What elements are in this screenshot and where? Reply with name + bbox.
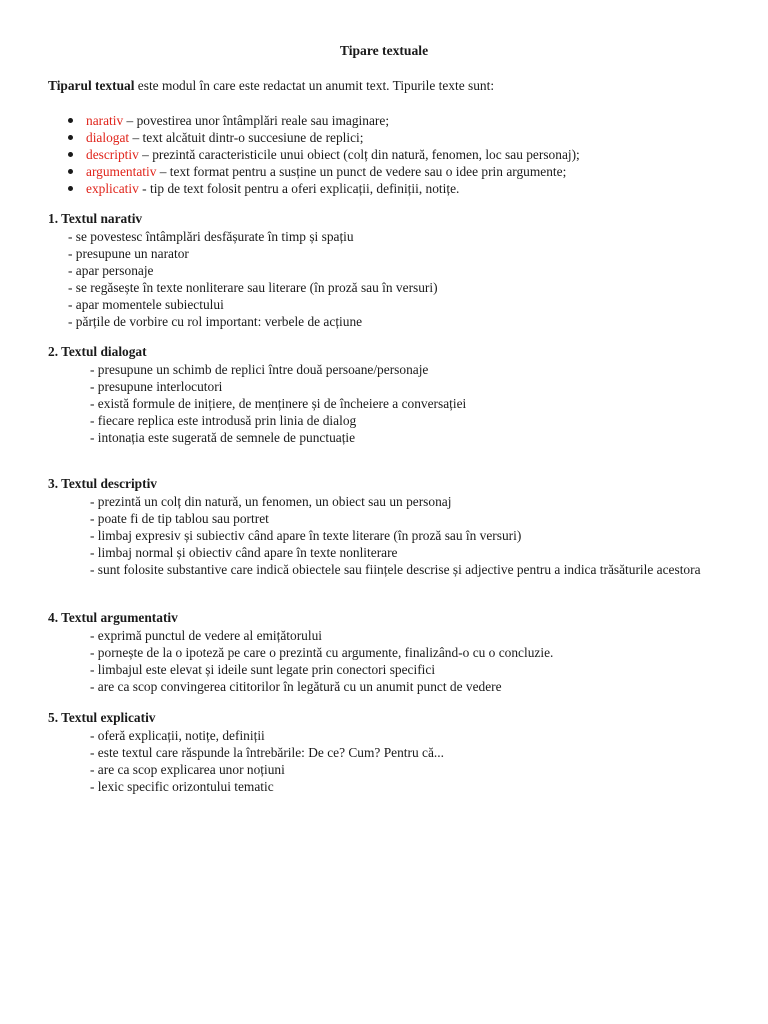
bullet-icon [68, 169, 73, 174]
bullet-icon [68, 118, 73, 123]
section-narrative [48, 210, 720, 330]
list-item: - fiecare replica este introdusă prin linia de dialog [90, 413, 357, 428]
section-heading: 1. Textul narativ [48, 211, 143, 226]
list-item: - presupune un narator [68, 246, 189, 261]
intro-bold-term: Tiparul textual [48, 78, 135, 93]
section-descriptive [48, 475, 720, 578]
list-item: - limbajul este elevat și ideile sunt legate prin conectori specifici [90, 662, 436, 677]
text-types-list [68, 112, 748, 197]
list-item: - pornește de la o ipoteză pe care o prezintă cu argumente, finalizând-o cu o concluzie. [90, 645, 554, 660]
section-heading: 5. Textul explicativ [48, 710, 156, 725]
list-item: - se povestesc întâmplări desfășurate în timp și spațiu [68, 229, 354, 244]
type-description: povestirea unor întâmplări reale sau imaginare; [136, 113, 390, 128]
list-item: narativ – povestirea unor întâmplări reale sau imaginare; [68, 112, 748, 129]
section-dialogue [48, 343, 720, 446]
section-heading: 2. Textul dialogat [48, 344, 147, 359]
type-term: descriptiv [86, 147, 139, 162]
list-item: - există formule de inițiere, de menținere și de încheiere a conversației [90, 396, 467, 411]
document-title: Tipare textuale [339, 43, 429, 58]
type-description: tip de text folosit pentru a oferi explicații, definiții, notițe. [149, 181, 460, 196]
type-term: narativ [86, 113, 124, 128]
list-item: - se regăsește în texte nonliterare sau literare (în proză sau în versuri) [68, 280, 438, 295]
intro-paragraph [48, 78, 728, 94]
section-explicative [48, 709, 720, 795]
list-item: - este textul care răspunde la întrebările: De ce? Cum? Pentru că... [90, 745, 444, 760]
list-item: - exprimă punctul de vedere al emițătorului [90, 628, 323, 643]
type-term: explicativ [86, 181, 139, 196]
list-item: - prezintă un colț din natură, un fenomen, un obiect sau un personaj [90, 494, 452, 509]
list-item: explicativ - tip de text folosit pentru a oferi explicații, definiții, notițe. [68, 180, 748, 197]
type-description: text format pentru a susține un punct de vedere sau o idee prin argumente; [169, 164, 567, 179]
list-item: - oferă explicații, notițe, definiții [90, 728, 265, 743]
list-item: - limbaj expresiv și subiectiv când apare în texte literare (în proză sau în versuri) [90, 528, 522, 543]
type-description: prezintă caracteristicile unui obiect (colț din natură, fenomen, loc sau personaj); [152, 147, 580, 162]
list-item-long: - sunt folosite substantive care indică obiectele sau ființele descrise și adjective pentru a indica trăsăturile acestora [90, 562, 701, 577]
list-item: - părțile de vorbire cu rol important: verbele de acțiune [68, 314, 363, 329]
section-argumentative [48, 609, 720, 695]
list-item: - presupune un schimb de replici între două persoane/personaje [90, 362, 429, 377]
bullet-icon [68, 186, 73, 191]
list-item: argumentativ – text format pentru a susține un punct de vedere sau o idee prin argumente; [68, 163, 748, 180]
list-item: - poate fi de tip tablou sau portret [90, 511, 269, 526]
list-item: dialogat – text alcătuit dintr-o succesiune de replici; [68, 129, 748, 146]
bullet-icon [68, 135, 73, 140]
list-item: - limbaj normal și obiectiv când apare în texte nonliterare [90, 545, 398, 560]
bullet-icon [68, 152, 73, 157]
list-item: - lexic specific orizontului tematic [90, 779, 274, 794]
list-item: - are ca scop explicarea unor noțiuni [90, 762, 285, 777]
list-item: - intonația este sugerată de semnele de punctuație [90, 430, 356, 445]
type-term: dialogat [86, 130, 130, 145]
type-term: argumentativ [86, 164, 157, 179]
list-item: descriptiv – prezintă caracteristicile unui obiect (colț din natură, fenomen, loc sau personaj); [68, 146, 748, 163]
list-item: - are ca scop convingerea cititorilor în legătură cu un anumit punct de vedere [90, 679, 502, 694]
intro-text: este modul în care este redactat un anumit text. Tipurile texte sunt: [134, 78, 495, 93]
list-item: - apar personaje [68, 263, 154, 278]
type-description: text alcătuit dintr-o succesiune de replici; [142, 130, 364, 145]
list-item: - apar momentele subiectului [68, 297, 224, 312]
section-heading: 4. Textul argumentativ [48, 610, 178, 625]
section-heading: 3. Textul descriptiv [48, 476, 157, 491]
list-item: - presupune interlocutori [90, 379, 223, 394]
